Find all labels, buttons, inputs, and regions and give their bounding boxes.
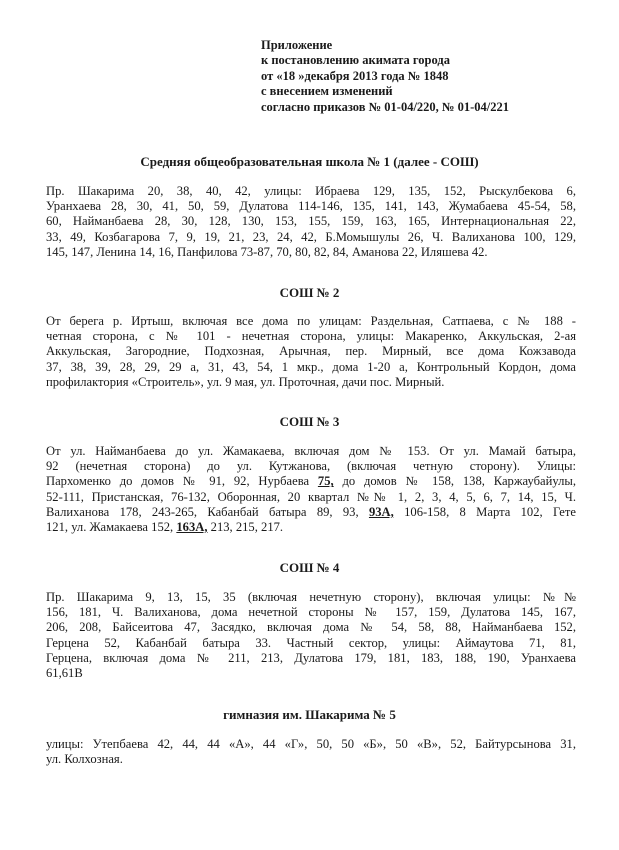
underlined-house-number: 93А, <box>368 504 394 519</box>
header-line-3: от «18 »декабря 2013 года № 1848 <box>261 68 449 83</box>
body-line: 121, ул. Жамакаева 152, 163А, 213, 215, 217. <box>46 520 284 535</box>
section-body-school-4 <box>46 590 576 681</box>
body-line: 156, 181, Ч. Валиханова, дома нечетной стороны № 157, 159, Дулатова 145, 167, <box>46 605 576 620</box>
section-title-school-1: Средняя общеобразовательная школа № 1 (далее - СОШ) <box>140 154 479 169</box>
body-line: 92 (нечетная сторона) до ул. Кутжанова, (включая четную сторону). Улицы: <box>46 459 576 474</box>
body-line: 33, 49, Козбагарова 7, 9, 19, 21, 23, 24, 42, Б.Момышулы 26, Ч. Валиханова 100, 129, <box>46 229 576 244</box>
section-title-gymnasium-5: гимназия им. Шакарима № 5 <box>223 707 396 722</box>
body-line: 60, Найманбаева 28, 30, 128, 130, 153, 155, 159, 163, 165, Интернациональная 22, <box>46 214 576 229</box>
section-body-school-1 <box>46 184 576 260</box>
body-line: Пархоменко до домов № 91, 92, Нурбаева 75, до домов № 158, 138, Каржаубайулы, <box>46 474 576 489</box>
header-line-2: к постановлению акимата города <box>261 53 450 68</box>
body-line: Валиханова 178, 243-265, Кабанбай батыра 89, 93, 93А, 106-158, 8 Марта 102, Гете <box>46 504 576 519</box>
section-body-school-2 <box>46 314 576 390</box>
section-body-school-3 <box>46 444 576 535</box>
underlined-house-number: 75, <box>317 474 334 489</box>
body-line: Пр. Шакарима 20, 38, 40, 42, улицы: Ибраева 129, 135, 152, Рыскулбекова 6, <box>46 184 576 198</box>
header-line-5: согласно приказов № 01-04/220, № 01-04/221 <box>261 99 510 114</box>
body-line: четная сторона, с № 101 - нечетная сторона, улицы: Макаренко, Аккульская, 2-ая <box>46 329 576 344</box>
body-line: 61,61В <box>46 666 83 681</box>
section-title-school-4: СОШ № 4 <box>279 560 340 575</box>
section-body-gymnasium-5 <box>46 737 576 767</box>
body-line: Герцена, включая дома № 211, 213, Дулатова 179, 181, 183, 188, 190, Уранхаева <box>46 650 576 665</box>
body-line: 145, 147, Ленина 14, 16, Панфилова 73-87, 70, 80, 82, 84, Аманова 22, Иляшева 42. <box>46 244 488 259</box>
body-line: ул. Колхозная. <box>46 752 123 767</box>
underlined-house-number: 163А, <box>176 520 208 535</box>
body-line: 206, 208, Байсеитова 47, Засядко, включая дома № 54, 58, 88, Найманбаева 152, <box>46 620 576 635</box>
body-line: Аккульская, Загородние, Подхозная, Арычная, пер. Мирный, все дома Кожзавода <box>46 344 576 359</box>
body-line: От ул. Найманбаева до ул. Жамакаева, включая дом № 153. От ул. Мамай батыра, <box>46 444 576 458</box>
appendix-header <box>261 38 509 115</box>
body-line: Пр. Шакарима 9, 13, 15, 35 (включая нечетную сторону), включая улицы: №№ <box>46 590 576 604</box>
body-line: От берега р. Иртыш, включая все дома по улицам: Раздельная, Сатпаева, с № 188 - <box>46 314 576 328</box>
body-line: 52-111, Пристанская, 76-132, Оборонная, 20 квартал №№ 1, 2, 3, 4, 5, 6, 7, 14, 15, Ч. <box>46 489 576 504</box>
body-line: улицы: Утепбаева 42, 44, 44 «А», 44 «Г», 50, 50 «Б», 50 «В», 52, Байтурсынова 31, <box>46 737 576 751</box>
section-title-school-3: СОШ № 3 <box>279 414 340 429</box>
header-line-4: с внесением изменений <box>261 84 393 99</box>
header-line-1: Приложение <box>261 38 333 52</box>
body-line: Герцена 52, Кабанбай батыра 33. Частный сектор, улицы: Аймаутова 71, 81, <box>46 635 576 650</box>
body-line: профилактория «Строитель», ул. 9 мая, ул. Проточная, дачи пос. Мирный. <box>46 374 445 389</box>
body-line: Уранхаева 28, 30, 41, 50, 59, Дулатова 114-146, 135, 141, 143, Жумабаева 45-54, 58, <box>46 199 576 214</box>
section-title-school-2: СОШ № 2 <box>279 285 340 300</box>
body-line: 37, 38, 39, 28, 29, 29 а, 31, 43, 54, 1 мкр., дома 1-20 а, Контрольный Кордон, дома <box>46 359 576 374</box>
